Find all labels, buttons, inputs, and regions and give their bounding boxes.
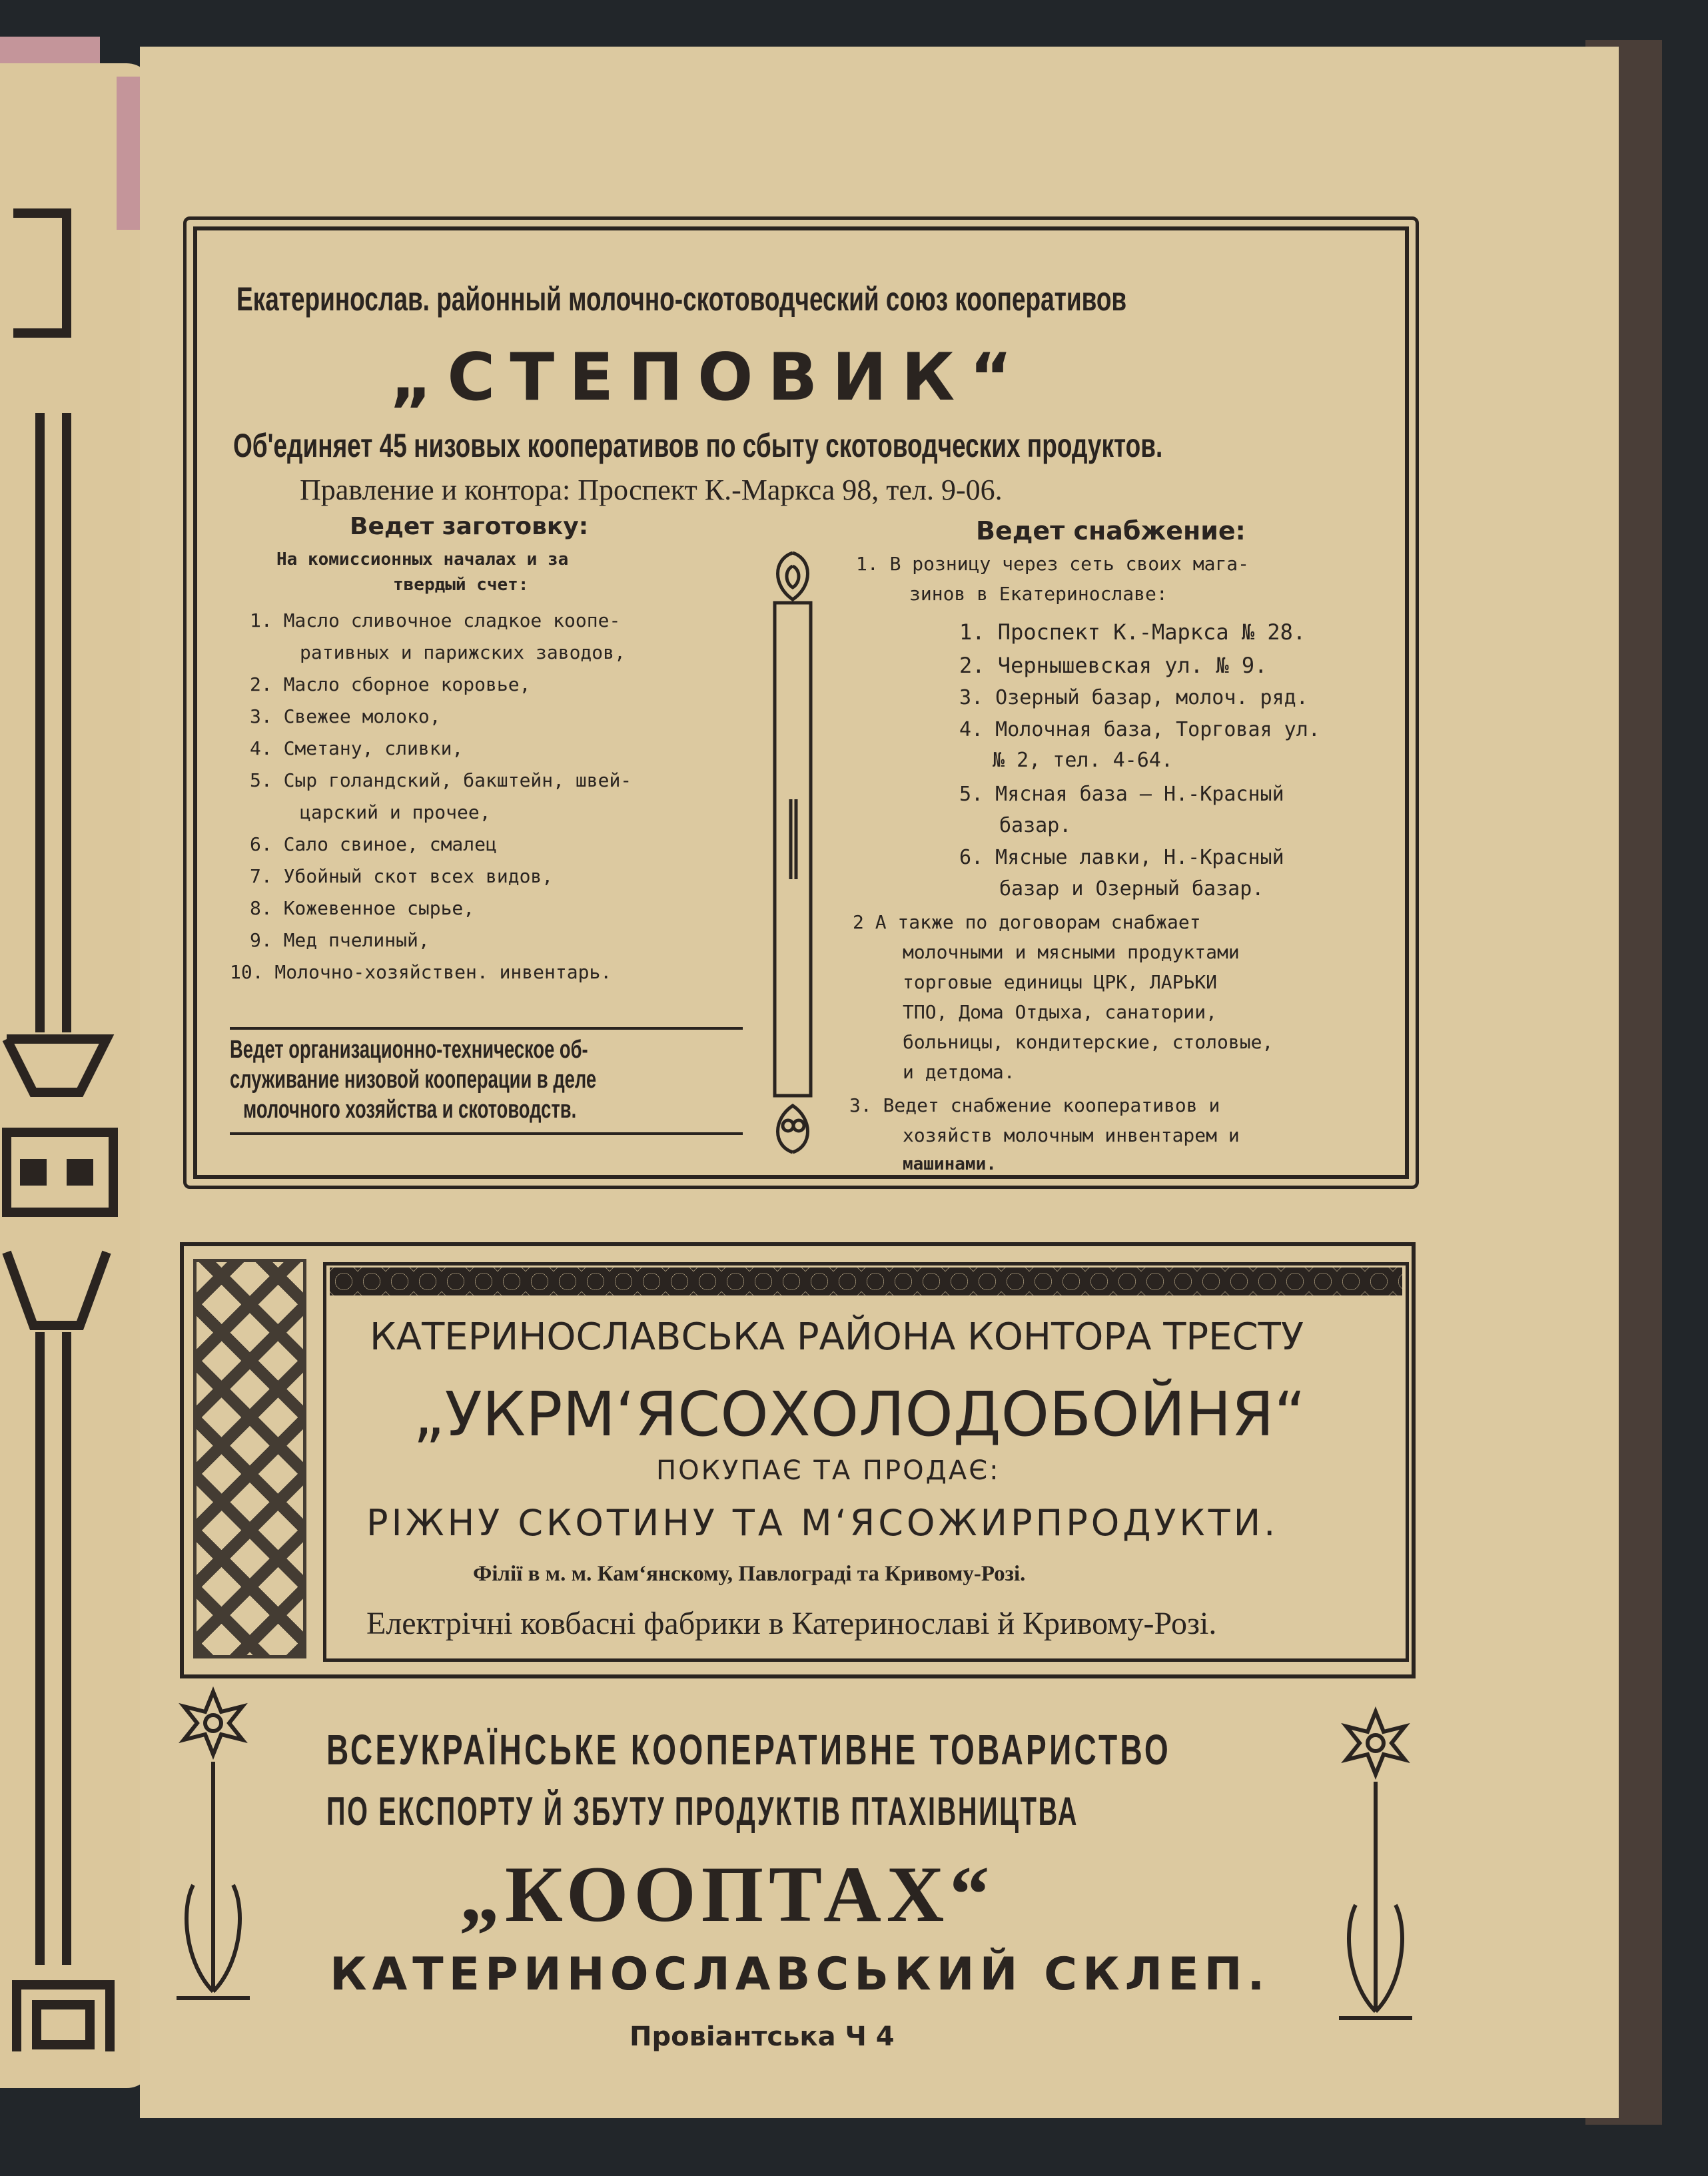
ad1-header: Екатеринослав. районный молочно-скотоводческий союз кооперативов — [236, 280, 1127, 318]
ad2-line1: ПОКУПАЄ ТА ПРОДАЄ: — [656, 1455, 1001, 1486]
list-item: 2 А также по договорам снабжает — [853, 911, 1201, 933]
ad3-line1: ВСЕУКРАЇНСЬКЕ КООПЕРАТИВНЕ ТОВАРИСТВО — [326, 1726, 1172, 1774]
list-item: 8. Кожевенное сырье, — [250, 897, 475, 919]
list-item: 4. Сметану, сливки, — [250, 737, 464, 759]
flower-ornament-right-icon — [1332, 1705, 1419, 2028]
list-item: торговые единицы ЦРК, ЛАРЬКИ — [903, 971, 1218, 993]
list-item: ТПО, Дома Отдыха, санатории, — [903, 1001, 1218, 1023]
list-item: и детдома. — [903, 1061, 1015, 1083]
list-item: базар и Озерный базар. — [999, 877, 1264, 901]
list-item: 1. Проспект К.-Маркса № 28. — [959, 619, 1306, 645]
divider — [230, 1132, 743, 1135]
list-item: машинами. — [903, 1154, 997, 1174]
ad1-name: „СТЕПОВИК“ — [390, 340, 1027, 416]
ad3-name: „КООПТАХ“ — [460, 1850, 995, 1938]
list-item: 1. Масло сливочное сладкое коопе- — [250, 609, 621, 631]
flower-ornament-left-icon — [170, 1685, 256, 2008]
dotted-border-icon — [330, 1268, 1402, 1295]
list-item: базар. — [999, 814, 1072, 837]
list-item: 2. Чернышевская ул. № 9. — [959, 653, 1268, 678]
list-item: № 2, тел. 4-64. — [993, 749, 1173, 772]
ad3-branch: КАТЕРИНОСЛАВСЬКИЙ СКЛЕП. — [330, 1948, 1270, 2001]
list-item: больницы, кондитерские, столовые, — [903, 1031, 1274, 1053]
column-divider-ornament-icon — [769, 546, 816, 1159]
list-item: 3. Озерный базар, молоч. ряд. — [959, 686, 1308, 709]
ad2-line3: Філії в м. м. Кам‘янскому, Павлограді та Кривому-Розі. — [473, 1562, 1026, 1586]
ad1-office: Правление и контора: Проспект К.-Маркса 98, тел. 9-06. — [300, 474, 1003, 506]
list-item: молочными и мясными продуктами — [903, 941, 1240, 963]
ad1-left-title: Ведет заготовку: — [350, 513, 589, 540]
ad1-right-title: Ведет снабжение: — [976, 516, 1246, 545]
list-item: царский и прочее, — [300, 801, 491, 823]
list-item: 3. Ведет снабжение кооперативов и — [849, 1094, 1220, 1116]
ad1-left-footer-3: молочного хозяйства и скотоводств. — [243, 1096, 577, 1124]
list-item: хозяйств молочным инвентарем и — [903, 1124, 1240, 1146]
ad2-line2: РІЖНУ СКОТИНУ ТА М‘ЯСОЖИРПРОДУКТИ. — [366, 1502, 1279, 1544]
ad2-line4: Електрічні ковбасні фабрики в Катеринославі й Кривому-Розі. — [366, 1606, 1217, 1641]
list-item: 1. В розницу через сеть своих мага- — [856, 553, 1250, 575]
ad1-left-intro-2: твердый счет: — [393, 575, 529, 595]
list-item: 9. Мед пчелиный, — [250, 929, 430, 951]
ad1-left-footer-1: Ведет организационно-техническое об- — [230, 1036, 588, 1064]
list-item: зинов в Екатеринославе: — [909, 583, 1168, 605]
ad2-header: КАТЕРИНОСЛАВСЬКА РАЙОНА КОНТОРА ТРЕСТУ — [370, 1315, 1304, 1359]
ad3-line2: ПО ЕКСПОРТУ Й ЗБУТУ ПРОДУКТІВ ПТАХІВНИЦТВА — [326, 1789, 1079, 1834]
ad1-left-footer-2: служивание низовой кооперации в деле — [230, 1066, 597, 1094]
ornament-border-icon — [0, 200, 140, 2051]
ad1-left-intro-1: На комиссионных началах и за — [276, 549, 569, 569]
divider — [230, 1027, 743, 1030]
list-item: ративных и парижских заводов, — [300, 641, 626, 663]
list-item: 10. Молочно-хозяйствен. инвентарь. — [230, 961, 612, 983]
list-item: 3. Свежее молоко, — [250, 705, 441, 727]
ad1-subtitle: Об'единяет 45 низовых кооперативов по сбыту скотоводческих продуктов. — [233, 427, 1163, 464]
list-item: 2. Масло сборное коровье, — [250, 673, 531, 695]
list-item: 6. Мясные лавки, Н.-Красный — [959, 846, 1284, 869]
list-item: 5. Мясная база — Н.-Красный — [959, 783, 1284, 806]
ad3-address: Провіантська Ч 4 — [630, 2021, 895, 2052]
list-item: 7. Убойный скот всех видов, — [250, 865, 554, 887]
ad2-name: „УКРМ‘ЯСОХОЛОДОБОЙНЯ“ — [413, 1379, 1306, 1450]
triangle-pattern-icon — [193, 1259, 306, 1658]
list-item: 4. Молочная база, Торговая ул. — [959, 718, 1320, 741]
list-item: 6. Сало свиное, смалец — [250, 833, 497, 855]
list-item: 5. Сыр голандский, бакштейн, швей- — [250, 769, 632, 791]
